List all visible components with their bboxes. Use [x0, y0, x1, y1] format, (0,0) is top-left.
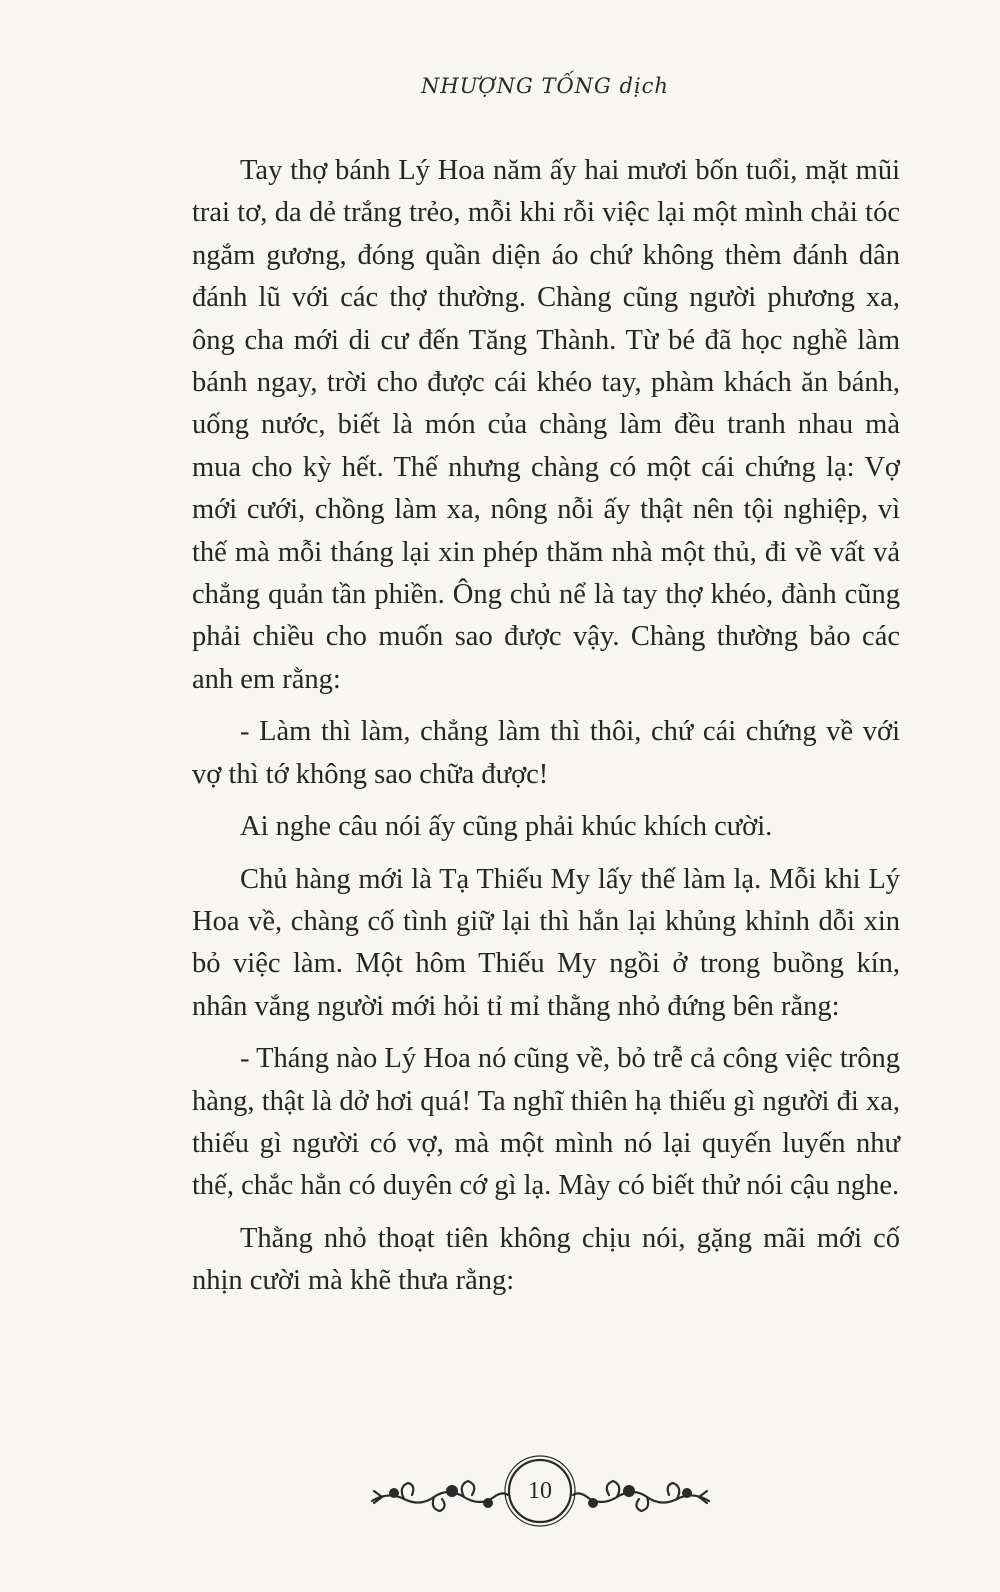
paragraph: Chủ hàng mới là Tạ Thiếu My lấy thế làm lạ. Mỗi khi Lý Hoa về, chàng cố tình giữ lại thì hắn lại khủng khỉnh dỗi xin bỏ việc làm. Một hôm Thiếu My ngồi ở trong buồng kín, nhân vắng người mới hỏi tỉ mỉ thằng nhỏ đứng bên rằng: [192, 863, 900, 1022]
paragraph: - Làm thì làm, chẳng làm thì thôi, chứ cái chứng về với vợ thì tớ không sao chữa được! [192, 716, 900, 790]
running-header: NHƯỢNG TỐNG dịch [421, 74, 669, 98]
paragraph: - Tháng nào Lý Hoa nó cũng về, bỏ trễ cả công việc trông hàng, thật là dở hơi quá! Ta nghĩ thiên hạ thiếu gì người đi xa, thiếu gì người có vợ, mà một mình nó lại quyến luyến như thế, chắc hẳn có duyên cớ gì lạ. Mày có biết thử nói cậu nghe. [192, 1043, 900, 1202]
page-number: 10 [528, 1477, 552, 1504]
paragraph: Thằng nhỏ thoạt tiên không chịu nói, gặng mãi mới cố nhịn cười mà khẽ thưa rằng: [192, 1222, 900, 1297]
paragraph: Ai nghe câu nói ấy cũng phải khúc khích cười. [240, 811, 773, 843]
body-text [192, 150, 900, 1313]
paragraph: Tay thợ bánh Lý Hoa năm ấy hai mươi bốn tuổi, mặt mũi trai tơ, da dẻ trắng trẻo, mỗi khi rỗi việc lại một mình chải tóc ngắm gương, đóng quần diện áo chứ không thèm đánh dân đánh lũ với các thợ thường. Chàng cũng người phương xa, ông cha mới di cư đến Tăng Thành. Từ bé đã học nghề làm bánh ngay, trời cho được cái khéo tay, phàm khách ăn bánh, uống nước, biết là món của chàng làm đều tranh nhau mà mua cho kỳ hết. Thế nhưng chàng có một cái chứng lạ: Vợ mới cưới, chồng làm xa, nông nỗi ấy thật nên tội nghiệp, vì thế mà mỗi tháng lại xin phép thăm nhà một thủ, đi về vất vả chẳng quản tần phiền. Ông chủ nể là tay thợ khéo, đành cũng phải chiều cho muốn sao được vậy. Chàng thường bảo các anh em rằng: [192, 155, 900, 695]
page-footer [368, 1445, 713, 1537]
